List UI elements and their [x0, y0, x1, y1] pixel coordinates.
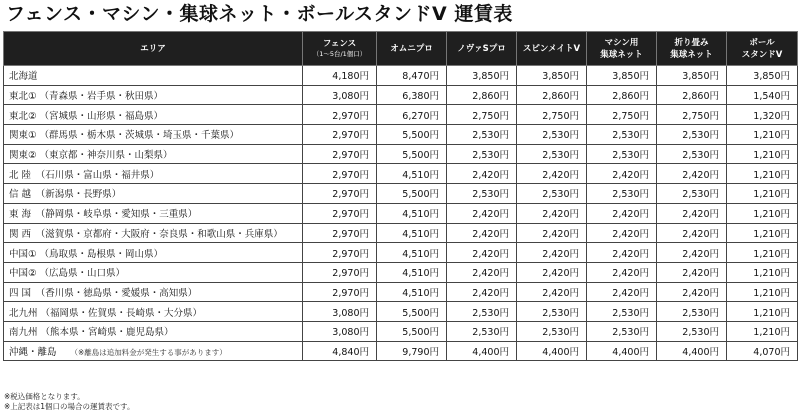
- price-cell-novas: 4,400円: [447, 341, 517, 361]
- price-cell-omni: 4,510円: [377, 164, 447, 184]
- footnotes: [4, 392, 134, 412]
- price-cell-fence: 3,080円: [303, 85, 377, 105]
- price-cell-stand: 1,210円: [727, 164, 798, 184]
- table-header-row: [4, 32, 798, 66]
- area-cell: [4, 282, 303, 302]
- area-cell: [4, 184, 303, 204]
- price-cell-stand: 1,210円: [727, 184, 798, 204]
- price-cell-machine-net: 2,420円: [587, 203, 657, 223]
- table-row: [4, 85, 798, 105]
- header-fence-sub: （1〜5台/1個口）: [312, 50, 367, 58]
- price-cell-omni: 8,470円: [377, 66, 447, 86]
- price-cell-spin: 2,530円: [517, 321, 587, 341]
- price-cell-stand: 3,850円: [727, 66, 798, 86]
- area-label: 関東② （東京都・神奈川県・山梨県）: [9, 150, 173, 162]
- price-cell-fold-net: 2,530円: [657, 321, 727, 341]
- price-cell-fold-net: 2,420円: [657, 164, 727, 184]
- area-cell: [4, 302, 303, 322]
- price-cell-omni: 6,380円: [377, 85, 447, 105]
- price-cell-novas: 2,420円: [447, 203, 517, 223]
- table-row: [4, 321, 798, 341]
- area-cell: [4, 105, 303, 125]
- price-cell-spin: 2,750円: [517, 105, 587, 125]
- price-cell-machine-net: 4,400円: [587, 341, 657, 361]
- area-label: 四 国 （香川県・徳島県・愛媛県・高知県）: [9, 287, 198, 299]
- price-cell-omni: 4,510円: [377, 282, 447, 302]
- price-cell-spin: 2,420円: [517, 223, 587, 243]
- price-cell-spin: 2,420円: [517, 203, 587, 223]
- price-cell-spin: 2,420円: [517, 164, 587, 184]
- price-cell-spin: 4,400円: [517, 341, 587, 361]
- table-row: [4, 243, 798, 263]
- price-cell-fold-net: 2,420円: [657, 223, 727, 243]
- page-title: フェンス・マシン・集球ネット・ボールスタンドV 運賃表: [6, 3, 513, 25]
- area-label: 北海道: [9, 71, 38, 83]
- price-cell-novas: 2,420円: [447, 282, 517, 302]
- price-cell-stand: 4,070円: [727, 341, 798, 361]
- price-cell-spin: 2,530円: [517, 144, 587, 164]
- price-cell-machine-net: 2,420円: [587, 164, 657, 184]
- price-cell-spin: 2,530円: [517, 125, 587, 145]
- price-cell-fold-net: 2,530円: [657, 184, 727, 204]
- price-cell-machine-net: 2,420円: [587, 243, 657, 263]
- table-row: [4, 341, 798, 361]
- table-row: [4, 203, 798, 223]
- price-cell-omni: 9,790円: [377, 341, 447, 361]
- price-cell-fold-net: 2,860円: [657, 85, 727, 105]
- area-label: 中国② （広島県・山口県）: [9, 268, 126, 280]
- price-cell-omni: 5,500円: [377, 302, 447, 322]
- price-cell-machine-net: 3,850円: [587, 66, 657, 86]
- table-row: [4, 184, 798, 204]
- table-row: [4, 282, 798, 302]
- price-cell-machine-net: 2,530円: [587, 302, 657, 322]
- price-cell-fence: 4,840円: [303, 341, 377, 361]
- price-cell-spin: 2,530円: [517, 302, 587, 322]
- price-cell-stand: 1,210円: [727, 223, 798, 243]
- price-cell-fence: 2,970円: [303, 144, 377, 164]
- area-cell: [4, 243, 303, 263]
- table-row: [4, 66, 798, 86]
- area-cell: [4, 164, 303, 184]
- area-label: 東北① （青森県・岩手県・秋田県）: [9, 91, 164, 103]
- price-cell-novas: 2,530円: [447, 302, 517, 322]
- header-machine-net: マシン用 集球ネット: [587, 32, 657, 66]
- price-cell-novas: 2,420円: [447, 262, 517, 282]
- price-cell-novas: 2,860円: [447, 85, 517, 105]
- price-cell-stand: 1,210円: [727, 321, 798, 341]
- price-cell-fold-net: 2,530円: [657, 302, 727, 322]
- price-cell-stand: 1,210円: [727, 125, 798, 145]
- area-cell: [4, 85, 303, 105]
- price-cell-fence: 2,970円: [303, 243, 377, 263]
- price-cell-omni: 4,510円: [377, 223, 447, 243]
- area-cell: [4, 262, 303, 282]
- table-row: [4, 125, 798, 145]
- price-cell-stand: 1,210円: [727, 282, 798, 302]
- price-cell-spin: 3,850円: [517, 66, 587, 86]
- area-label: 中国① （鳥取県・島根県・岡山県）: [9, 248, 164, 260]
- price-cell-novas: 2,750円: [447, 105, 517, 125]
- price-cell-omni: 5,500円: [377, 125, 447, 145]
- price-cell-fold-net: 3,850円: [657, 66, 727, 86]
- area-note: （※離島は追加料金が発生する事があります）: [70, 347, 227, 357]
- price-cell-stand: 1,320円: [727, 105, 798, 125]
- price-cell-spin: 2,860円: [517, 85, 587, 105]
- price-cell-machine-net: 2,530円: [587, 125, 657, 145]
- header-fence: フェンス （1〜5台/1個口）: [303, 32, 377, 66]
- price-cell-fold-net: 2,420円: [657, 282, 727, 302]
- price-cell-fence: 3,080円: [303, 321, 377, 341]
- price-cell-spin: 2,530円: [517, 184, 587, 204]
- area-label: 北九州 （福岡県・佐賀県・長崎県・大分県）: [9, 307, 203, 319]
- price-cell-fence: 2,970円: [303, 105, 377, 125]
- price-cell-novas: 2,420円: [447, 223, 517, 243]
- price-cell-fold-net: 4,400円: [657, 341, 727, 361]
- table-row: [4, 262, 798, 282]
- price-cell-machine-net: 2,530円: [587, 321, 657, 341]
- shipping-rate-table: [3, 31, 798, 361]
- price-cell-stand: 1,540円: [727, 85, 798, 105]
- area-label: 沖縄・離島: [9, 346, 57, 358]
- price-cell-omni: 5,500円: [377, 321, 447, 341]
- header-area: エリア: [4, 32, 303, 66]
- price-cell-omni: 4,510円: [377, 203, 447, 223]
- price-cell-fence: 2,970円: [303, 164, 377, 184]
- price-cell-fence: 2,970円: [303, 282, 377, 302]
- price-cell-stand: 1,210円: [727, 243, 798, 263]
- area-label: 関東① （群馬県・栃木県・茨城県・埼玉県・千葉県）: [9, 130, 240, 142]
- price-cell-omni: 5,500円: [377, 184, 447, 204]
- header-spinmate-v: スピンメイトV: [517, 32, 587, 66]
- price-cell-novas: 2,530円: [447, 144, 517, 164]
- price-cell-spin: 2,420円: [517, 262, 587, 282]
- price-cell-stand: 1,210円: [727, 144, 798, 164]
- price-cell-fence: 2,970円: [303, 262, 377, 282]
- table-row: [4, 105, 798, 125]
- price-cell-omni: 6,270円: [377, 105, 447, 125]
- price-cell-stand: 1,210円: [727, 302, 798, 322]
- area-cell: [4, 223, 303, 243]
- header-folding-net: 折り畳み 集球ネット: [657, 32, 727, 66]
- price-cell-omni: 4,510円: [377, 262, 447, 282]
- price-cell-novas: 3,850円: [447, 66, 517, 86]
- header-nova-s-pro: ノヴァSプロ: [447, 32, 517, 66]
- price-cell-machine-net: 2,420円: [587, 223, 657, 243]
- price-cell-fence: 2,970円: [303, 125, 377, 145]
- price-cell-fold-net: 2,420円: [657, 243, 727, 263]
- price-cell-spin: 2,420円: [517, 243, 587, 263]
- table-row: [4, 223, 798, 243]
- table-row: [4, 164, 798, 184]
- area-label: 信 越 （新潟県・長野県）: [9, 189, 122, 201]
- price-cell-fold-net: 2,530円: [657, 125, 727, 145]
- area-label: 東北② （宮城県・山形県・福島県）: [9, 110, 164, 122]
- area-cell: [4, 341, 303, 361]
- price-cell-novas: 2,420円: [447, 164, 517, 184]
- price-cell-fence: 2,970円: [303, 184, 377, 204]
- area-label: 関 西 （滋賀県・京都府・大阪府・奈良県・和歌山県・兵庫県）: [9, 228, 283, 240]
- price-cell-machine-net: 2,530円: [587, 184, 657, 204]
- area-cell: [4, 203, 303, 223]
- header-ball-stand: ボール スタンドV: [727, 32, 798, 66]
- footnote: ※上記表は1個口の場合の運賃表です。: [4, 402, 135, 411]
- area-label: 北 陸 （石川県・富山県・福井県）: [9, 169, 160, 181]
- price-cell-fold-net: 2,420円: [657, 262, 727, 282]
- price-cell-omni: 4,510円: [377, 243, 447, 263]
- table-row: [4, 144, 798, 164]
- price-cell-spin: 2,420円: [517, 282, 587, 302]
- price-cell-machine-net: 2,860円: [587, 85, 657, 105]
- price-cell-fence: 4,180円: [303, 66, 377, 86]
- price-cell-machine-net: 2,530円: [587, 144, 657, 164]
- price-cell-omni: 5,500円: [377, 144, 447, 164]
- price-cell-machine-net: 2,750円: [587, 105, 657, 125]
- area-cell: [4, 125, 303, 145]
- price-cell-fold-net: 2,750円: [657, 105, 727, 125]
- table-row: [4, 302, 798, 322]
- area-cell: [4, 66, 303, 86]
- price-cell-machine-net: 2,420円: [587, 282, 657, 302]
- footnote: ※税込価格となります。: [4, 392, 85, 401]
- area-cell: [4, 321, 303, 341]
- price-cell-stand: 1,210円: [727, 203, 798, 223]
- price-cell-fold-net: 2,530円: [657, 144, 727, 164]
- price-cell-novas: 2,420円: [447, 243, 517, 263]
- header-omni-pro: オムニプロ: [377, 32, 447, 66]
- price-cell-fold-net: 2,420円: [657, 203, 727, 223]
- price-cell-stand: 1,210円: [727, 262, 798, 282]
- price-cell-novas: 2,530円: [447, 184, 517, 204]
- price-cell-novas: 2,530円: [447, 321, 517, 341]
- price-cell-fence: 3,080円: [303, 302, 377, 322]
- area-cell: [4, 144, 303, 164]
- area-label: 南九州 （熊本県・宮崎県・鹿児島県）: [9, 327, 174, 339]
- price-cell-fence: 2,970円: [303, 203, 377, 223]
- area-label: 東 海 （静岡県・岐阜県・愛知県・三重県）: [9, 209, 198, 221]
- price-cell-machine-net: 2,420円: [587, 262, 657, 282]
- price-cell-fence: 2,970円: [303, 223, 377, 243]
- price-cell-novas: 2,530円: [447, 125, 517, 145]
